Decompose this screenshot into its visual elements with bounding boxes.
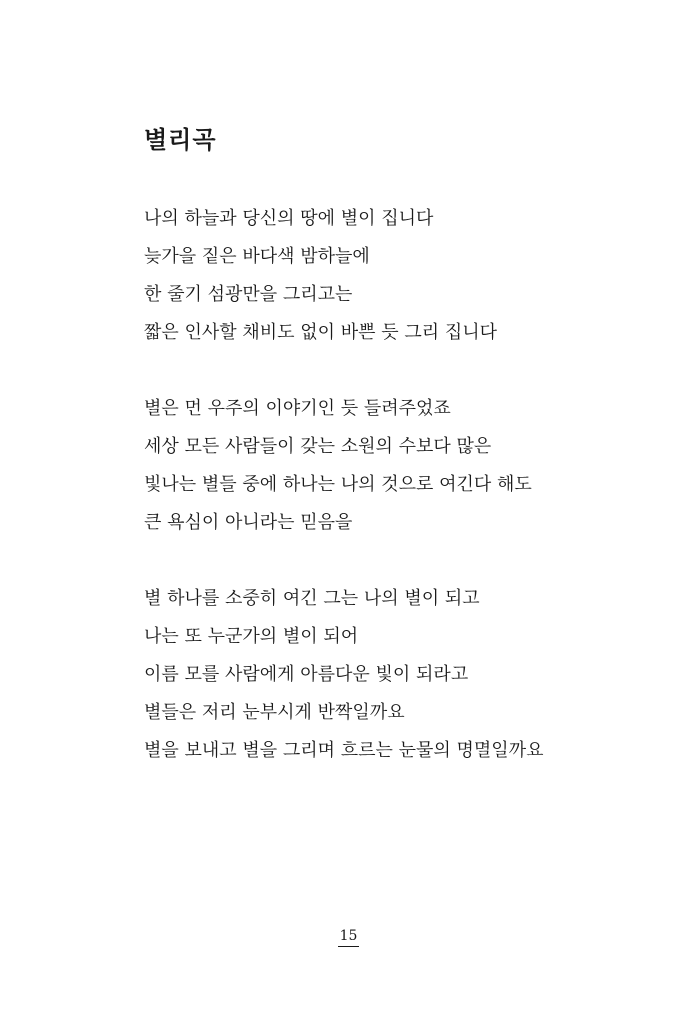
poem-line: 이름 모를 사람에게 아름다운 빛이 되라고 (144, 664, 469, 685)
poem-line: 별은 먼 우주의 이야기인 듯 들려주었죠 (144, 398, 451, 419)
page-number-text: 15 (338, 928, 360, 947)
poem-line: 나의 하늘과 당신의 땅에 별이 집니다 (144, 208, 434, 229)
poem-title: 별리곡 (144, 125, 217, 154)
stanza-2 (144, 390, 664, 542)
poem-line: 늦가을 짙은 바다색 밤하늘에 (144, 246, 370, 267)
poem-line: 세상 모든 사람들이 갖는 소원의 수보다 많은 (144, 436, 492, 457)
poem-line: 빛나는 별들 중에 하나는 나의 것으로 여긴다 해도 (144, 474, 532, 495)
poem-line: 나는 또 누군가의 별이 되어 (144, 626, 359, 647)
poem-line: 한 줄기 섬광만을 그리고는 (144, 284, 353, 305)
poem-line: 별들은 저리 눈부시게 반짝일까요 (144, 702, 405, 723)
stanza-3 (144, 580, 664, 770)
poem-line: 별을 보내고 별을 그리며 흐르는 눈물의 명멸일까요 (144, 740, 544, 761)
page-number (0, 928, 697, 947)
poem-line: 큰 욕심이 아니라는 믿음을 (144, 512, 353, 533)
poem-body (144, 200, 664, 808)
poem-line: 짧은 인사할 채비도 없이 바쁜 듯 그리 집니다 (144, 322, 498, 343)
stanza-1 (144, 200, 664, 352)
poem-line: 별 하나를 소중히 여긴 그는 나의 별이 되고 (144, 588, 480, 609)
